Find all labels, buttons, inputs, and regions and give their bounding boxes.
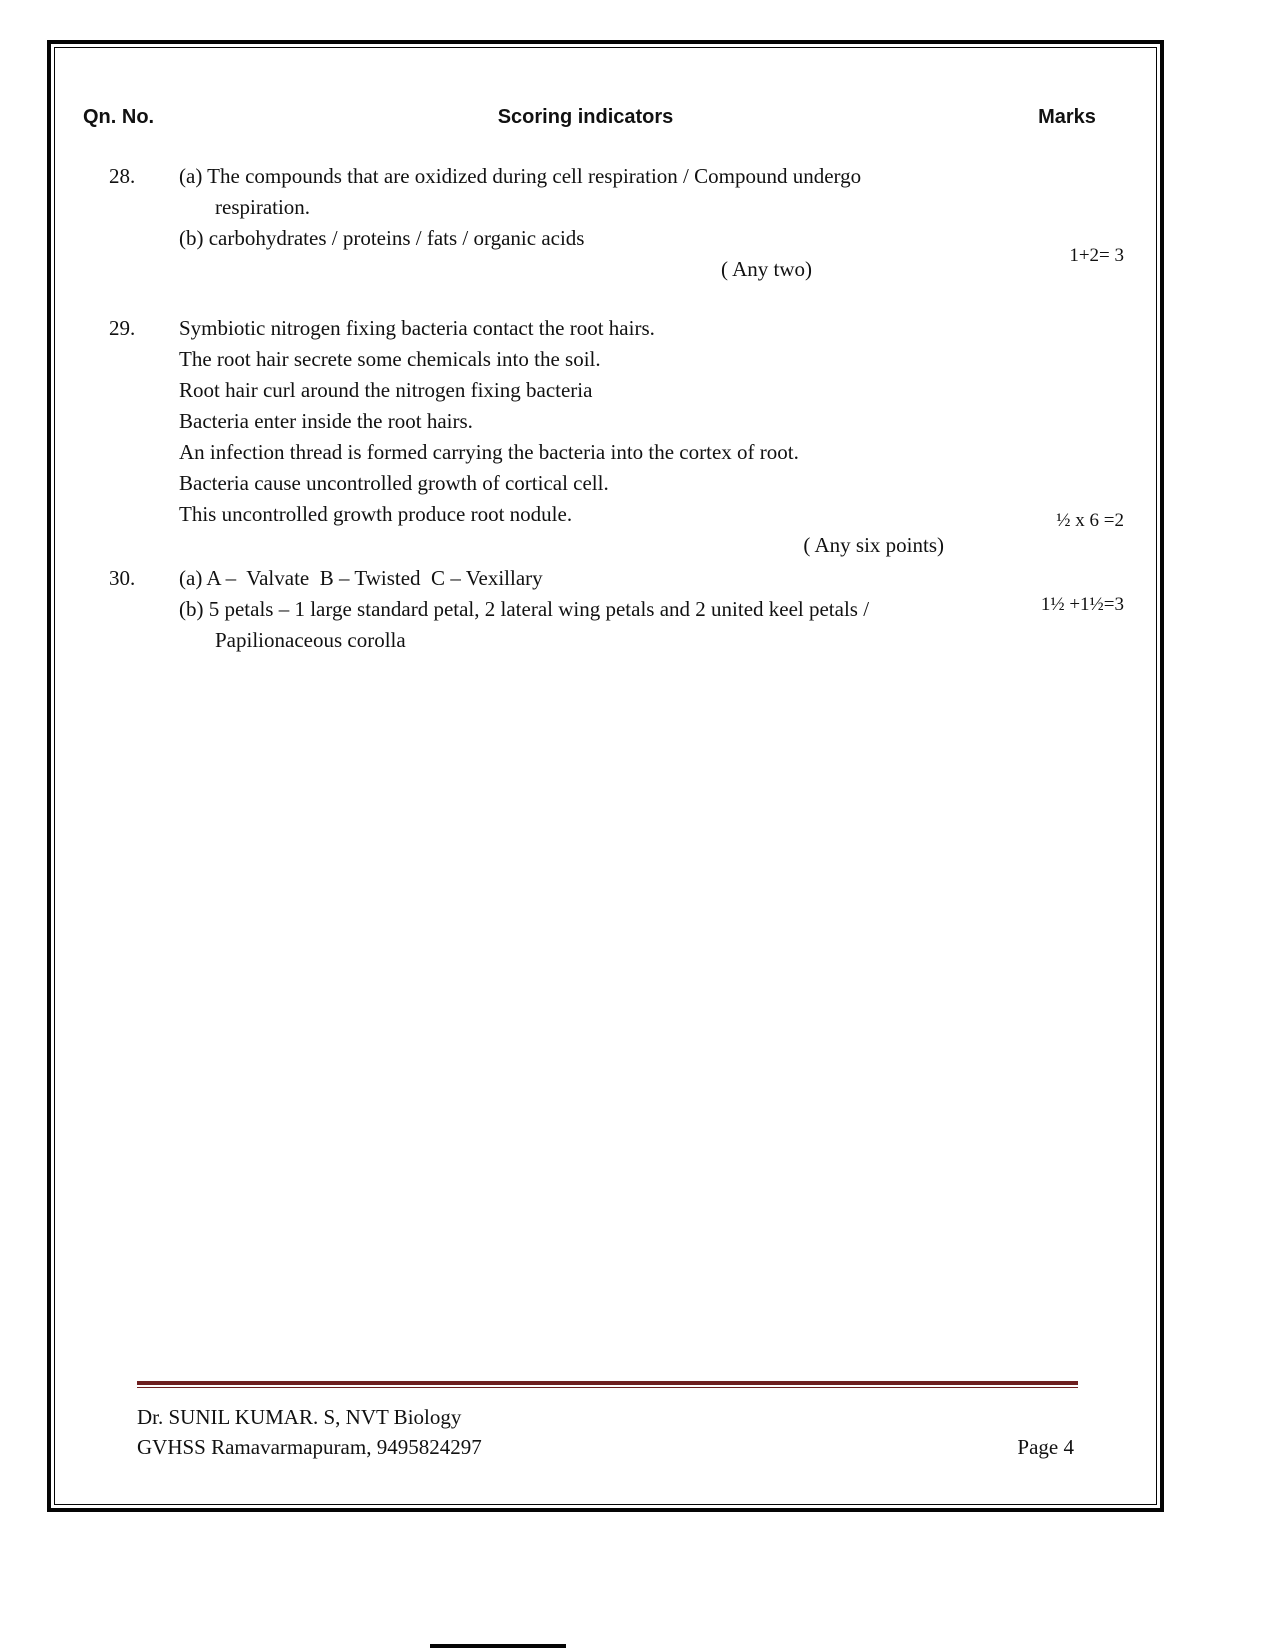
question-row-30 xyxy=(69,563,1142,656)
answer-line: An infection thread is formed carrying the bacteria into the cortex of root. xyxy=(179,440,799,464)
answer-line: respiration. xyxy=(215,195,311,219)
page-number: Page 4 xyxy=(1017,1435,1074,1459)
answer-line: (b) 5 petals – 1 large standard petal, 2 lateral wing petals and 2 united keel petals / xyxy=(179,597,870,621)
answer-line: Bacteria enter inside the root hairs. xyxy=(179,409,473,433)
question-content xyxy=(179,563,992,656)
footer-text xyxy=(137,1402,1078,1462)
question-number: 29. xyxy=(109,316,136,340)
marks-cell xyxy=(992,161,1142,285)
marks-cell xyxy=(992,563,1142,656)
answer-note: ( Any two) xyxy=(721,257,812,281)
question-row-29 xyxy=(69,313,1142,561)
answer-line: (b) carbohydrates / proteins / fats / organic acids xyxy=(179,226,585,250)
table-header xyxy=(69,106,1142,129)
header-qn-no: Qn. No. xyxy=(83,106,155,128)
marks-value: 1½ +1½=3 xyxy=(1040,594,1124,615)
answer-line: The root hair secrete some chemicals into the soil. xyxy=(179,347,601,371)
header-marks: Marks xyxy=(1038,106,1096,128)
answer-line: This uncontrolled growth produce root nodule. xyxy=(179,502,573,526)
answer-line: (a) The compounds that are oxidized during cell respiration / Compound undergo xyxy=(179,164,862,188)
footer-author: Dr. SUNIL KUMAR. S, NVT Biology xyxy=(137,1405,462,1429)
marks-value: ½ x 6 =2 xyxy=(1056,510,1124,531)
footer-author-block xyxy=(137,1402,482,1462)
page-content xyxy=(54,47,1157,1505)
question-row-28 xyxy=(69,161,1142,285)
next-page-border-sliver xyxy=(430,1644,566,1648)
answer-note: ( Any six points) xyxy=(803,533,944,557)
answer-line: Bacteria cause uncontrolled growth of cortical cell. xyxy=(179,471,609,495)
answer-line: Root hair curl around the nitrogen fixing bacteria xyxy=(179,378,593,402)
header-scoring-indicators: Scoring indicators xyxy=(497,106,674,128)
marks-value: 1+2= 3 xyxy=(1069,245,1124,266)
question-number: 30. xyxy=(109,566,136,590)
footer-divider xyxy=(137,1381,1078,1388)
question-number: 28. xyxy=(109,164,136,188)
answer-line: Symbiotic nitrogen fixing bacteria contact the root hairs. xyxy=(179,316,655,340)
marks-cell xyxy=(992,313,1142,561)
page-border xyxy=(47,40,1164,1512)
footer-school: GVHSS Ramavarmapuram, 9495824297 xyxy=(137,1435,482,1459)
answer-line: Papilionaceous corolla xyxy=(215,628,406,652)
question-content xyxy=(179,161,992,285)
page-footer xyxy=(137,1381,1078,1462)
question-content xyxy=(179,313,992,561)
answer-line: (a) A – Valvate B – Twisted C – Vexillary xyxy=(179,566,543,590)
